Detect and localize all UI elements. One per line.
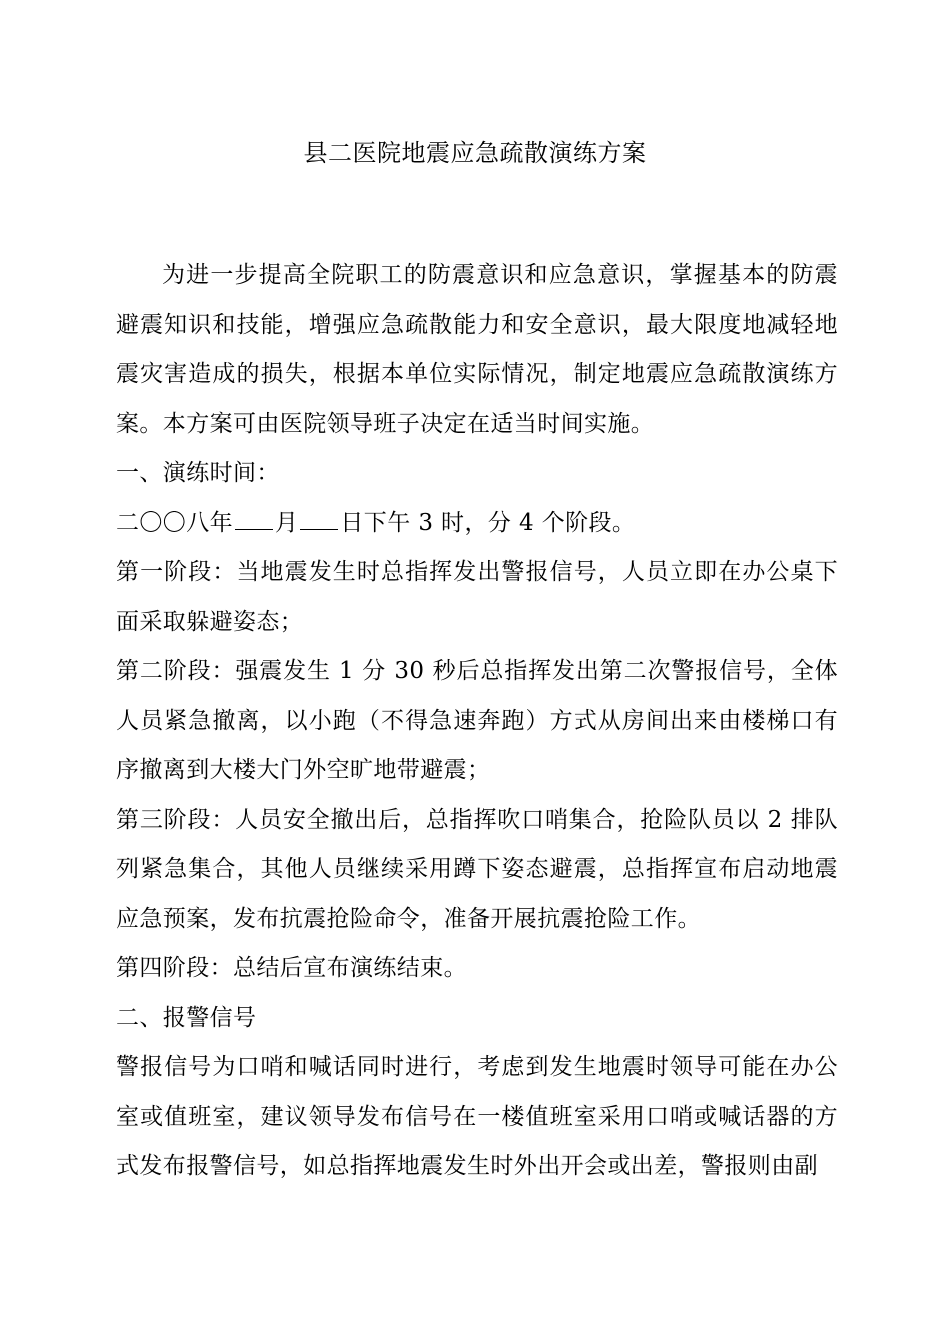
date-line bbox=[116, 499, 838, 549]
date-year: 二〇〇八年 bbox=[116, 509, 233, 536]
intro-paragraph: 为进一步提高全院职工的防震意识和应急意识，掌握基本的防震避震知识和技能，增强应急疏散能力和安全意识，最大限度地减轻地震灾害造成的损失，根据本单位实际情况，制定地震应急疏散演练方案。本方案可由医院领导班子决定在适当时间实施。 bbox=[116, 262, 838, 437]
alarm-paragraph: 警报信号为口哨和喊话同时进行，考虑到发生地震时领导可能在办公室或值班室，建议领导发布信号在一楼值班室采用口哨或喊话器的方式发布报警信号，如总指挥地震发生时外出开会或出差，警报则由副 bbox=[116, 1054, 838, 1179]
document-title: 县二医院地震应急疏散演练方案 bbox=[303, 139, 647, 167]
stage-1-paragraph: 第一阶段：当地震发生时总指挥发出警报信号，人员立即在办公桌下面采取躲避姿态； bbox=[116, 559, 838, 635]
stage-4-paragraph: 第四阶段：总结后宣布演练结束。 bbox=[116, 955, 467, 981]
stage-3-paragraph: 第三阶段：人员安全撤出后，总指挥吹口哨集合，抢险队员以 2 排队列紧急集合，其他人员继续采用蹲下姿态避震，总指挥宣布启动地震应急预案，发布抗震抢险命令，准备开展抗震抢险工作。 bbox=[116, 806, 838, 932]
stage-2-paragraph: 第二阶段：强震发生 1 分 30 秒后总指挥发出第二次警报信号，全体人员紧急撤离，以小跑（不得急速奔跑）方式从房间出来由楼梯口有序撤离到大楼大门外空旷地带避震； bbox=[116, 658, 838, 783]
month-blank bbox=[235, 509, 273, 530]
day-blank bbox=[300, 509, 338, 530]
date-rest: 日下午 3 时，分 4 个阶段。 bbox=[340, 509, 636, 536]
document-body bbox=[116, 251, 838, 1192]
section-heading-drill-time: 一、演练时间： bbox=[116, 460, 280, 486]
date-month-label: 月 bbox=[275, 509, 299, 536]
section-heading-alarm-signal: 二、报警信号 bbox=[116, 1004, 257, 1031]
